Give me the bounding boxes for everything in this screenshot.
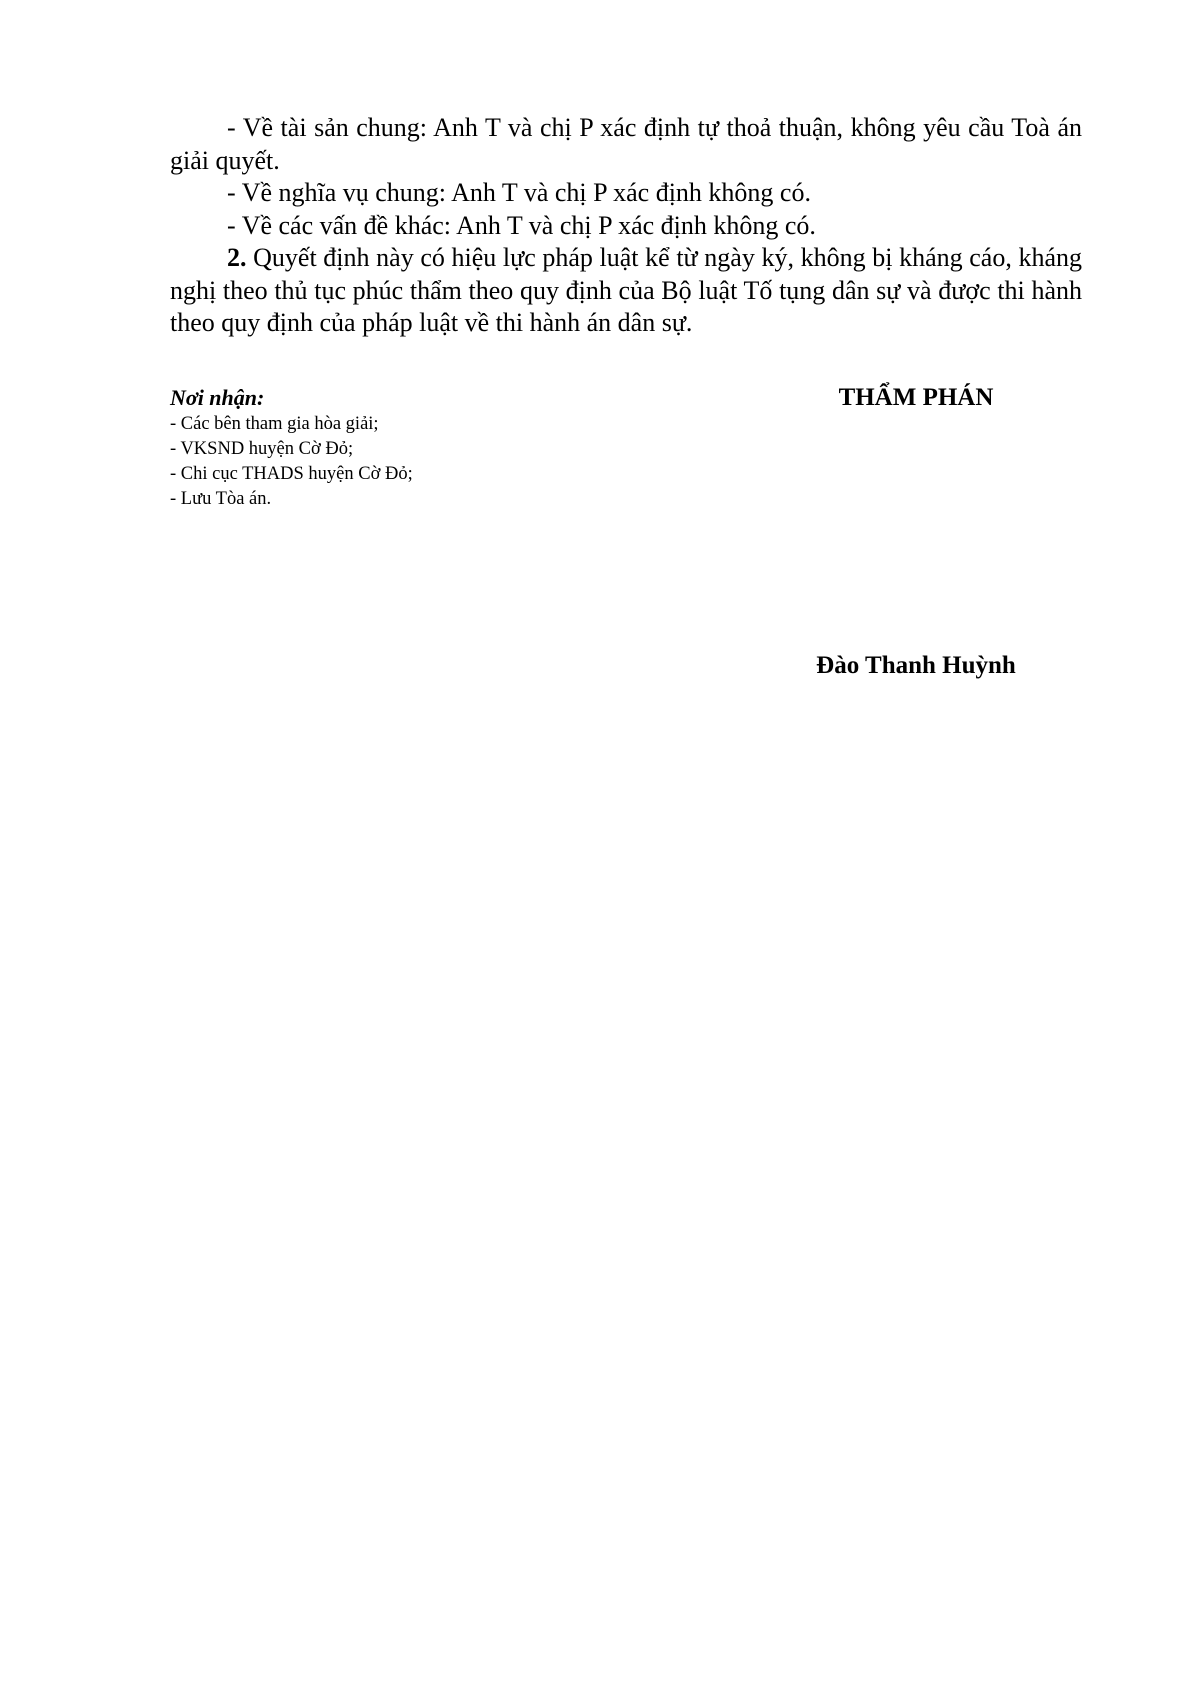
decision-body bbox=[170, 112, 1082, 340]
paragraph-text: Quyết định này có hiệu lực pháp luật kể từ ngày ký, không bị kháng cáo, kháng nghị theo thủ tục phúc thẩm theo quy định của Bộ luật Tố tụng dân sự và được thi hành theo quy định của pháp luật về thi hành án dân sự. bbox=[170, 243, 1082, 337]
recipient-item: - Lưu Tòa án. bbox=[170, 489, 272, 509]
recipient-item: - Chi cục THADS huyện Cờ Đỏ; bbox=[170, 464, 413, 484]
recipients-list bbox=[170, 412, 590, 512]
paragraph-common-obligation bbox=[170, 177, 1082, 210]
paragraph-common-property bbox=[170, 112, 1082, 177]
paragraph-text: - Về nghĩa vụ chung: Anh T và chị P xác định không có. bbox=[227, 178, 811, 207]
signer-title: THẨM PHÁN bbox=[838, 384, 994, 411]
recipient-item: - VKSND huyện Cờ Đỏ; bbox=[170, 439, 354, 459]
signer-name: Đào Thanh Huỳnh bbox=[816, 652, 1016, 679]
paragraph-text: - Về các vấn đề khác: Anh T và chị P xác định không có. bbox=[227, 210, 816, 240]
paragraph-number: 2. bbox=[227, 243, 247, 272]
paragraph-other-issues bbox=[170, 210, 1082, 243]
recipients-title: Nơi nhận: bbox=[170, 385, 265, 410]
paragraph-text: - Về tài sản chung: Anh T và chị P xác định tự thoả thuận, không yêu cầu Toà án giải quyết. bbox=[170, 113, 1082, 175]
recipient-item: - Các bên tham gia hòa giải; bbox=[170, 414, 379, 434]
recipients-block bbox=[170, 384, 590, 512]
paragraph-legal-effect bbox=[170, 242, 1082, 340]
